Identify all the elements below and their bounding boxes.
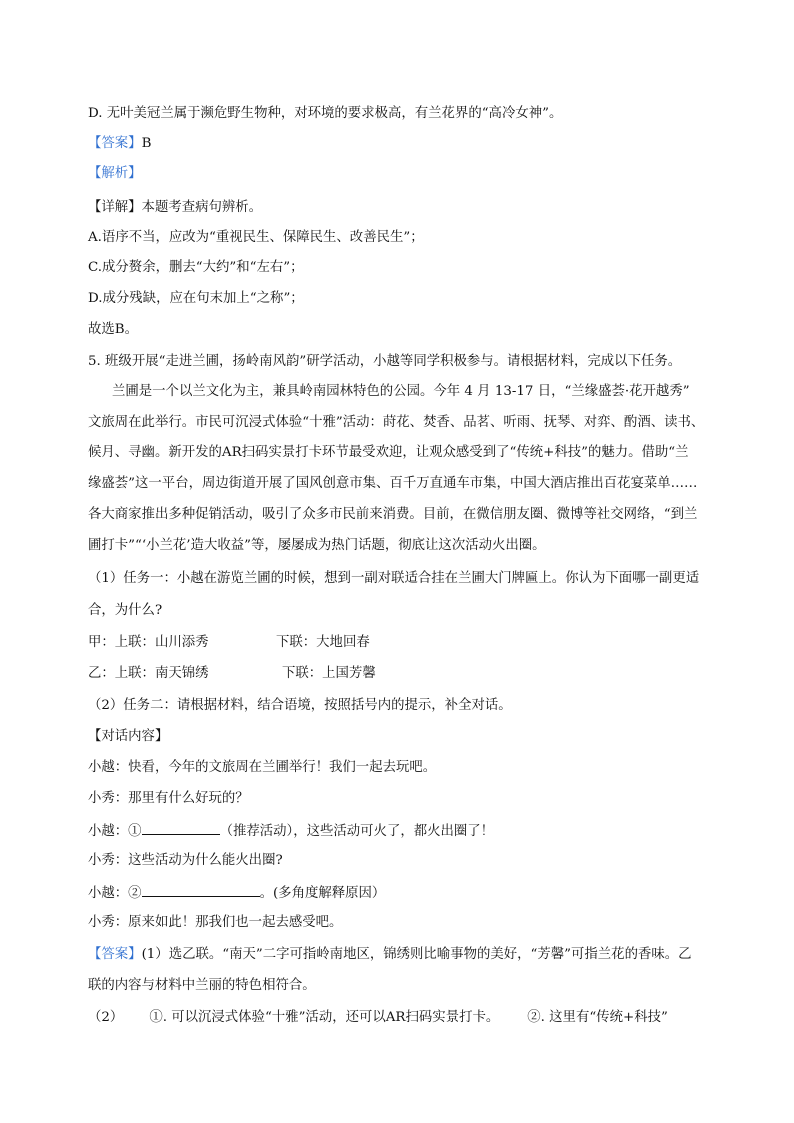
dialogue-line-2: 小秀：那里有什么好玩的？ [88, 791, 249, 806]
option-d: D. 无叶美冠兰属于濒危野生物种，对环境的要求极高，有兰花界的“高冷女神”。 [88, 106, 563, 121]
answer-2-line-2: 联的内容与材料中兰丽的特色相符合。 [88, 978, 316, 993]
choose-line: 故选B。 [88, 322, 139, 337]
blank-1[interactable] [142, 820, 220, 835]
dialogue-line-3-prefix: 小越：① [88, 824, 142, 839]
material-line-3: 候月、寻幽。新开发的AR扫码实景打卡环节最受欢迎，让观众感受到了“传统+科技”的魅力。借助“兰 [88, 445, 689, 460]
dialogue-line-1: 小越：快看，今年的文旅周在兰圃举行！我们一起去玩吧。 [88, 760, 437, 775]
material-line-1: 兰圃是一个以兰文化为主，兼具岭南园林特色的公园。今年 4 月 13-17 日，“兰缘盛荟·花开越秀” [112, 384, 690, 399]
dialogue-line-5-suffix: 。(多角度解释原因） [259, 886, 386, 901]
material-line-4: 缘盛荟”这一平台，周边街道开展了国风创意市集、百千万直通车市集，中国大酒店推出百花宴菜单…… [88, 476, 698, 491]
couplet-jia-lower: 下联：大地回春 [276, 635, 370, 650]
dialogue-line-5-prefix: 小越：② [88, 886, 142, 901]
answer-tag: 【答案】 [88, 136, 142, 151]
analysis-tag: 【解析】 [88, 166, 142, 181]
blank-2[interactable] [142, 882, 260, 897]
dialogue-line-3 [88, 820, 494, 842]
answer-2-item-2: ②. 这里有“传统+科技” [527, 1010, 668, 1025]
dialogue-title: 【对话内容】 [88, 729, 169, 744]
task-1-line-1: （1）任务一：小越在游览兰圃的时候，想到一副对联适合挂在兰圃大门牌匾上。你认为下面哪一副更适 [88, 571, 700, 586]
explain-d: D.成分残缺，应在句末加上“之称”； [88, 291, 304, 306]
answer-2-line-3 [88, 1008, 668, 1028]
material-line-2: 文旅周在此举行。市民可沉浸式体验“十雅”活动：莳花、焚香、品茗、听雨、抚琴、对弈、酌酒、读书、 [88, 415, 705, 430]
explain-a: A.语序不当，应改为“重视民生、保障民生、改善民生”； [88, 230, 424, 245]
question-5: 5. 班级开展“走进兰圃，扬岭南风韵”研学活动，小越等同学积极参与。请根据材料，完成以下任务。 [88, 354, 682, 369]
answer-2-line-1 [88, 945, 692, 965]
answer-2-part-label: （2） [88, 1010, 124, 1025]
answer-value: B [141, 136, 152, 151]
answer-line-1 [88, 134, 151, 154]
detail-line: 【详解】本题考查病句辨析。 [88, 200, 263, 215]
dialogue-line-3-suffix: （推荐活动），这些活动可火了，都火出圈了！ [219, 824, 495, 839]
dialogue-line-5 [88, 882, 385, 904]
dialogue-line-4: 小秀：这些活动为什么能火出圈? [88, 853, 283, 868]
answer-2-tag: 【答案】 [88, 947, 142, 962]
couplet-yi-lower: 下联：上国芳馨 [282, 666, 376, 681]
answer-2-item-1: ①. 可以沉浸式体验“十雅”活动，还可以AR扫码实景打卡。 [149, 1010, 500, 1025]
couplet-jia-upper: 甲：上联：山川添秀 [88, 635, 209, 650]
explain-c: C.成分赘余，删去“大约”和“左右”； [88, 260, 304, 275]
answer-2-text-1: (1）选乙联。“南天”二字可指岭南地区，锦绣则比喻事物的美好，“芳馨”可指兰花的香味。乙 [141, 947, 692, 962]
material-line-6: 圃打卡”“‘小兰花’造大收益”等，屡屡成为热门话题，彻底让这次活动火出圈。 [88, 538, 546, 553]
couplet-yi-upper: 乙：上联：南天锦绣 [88, 666, 209, 681]
task-1-line-2: 合，为什么? [88, 603, 163, 618]
dialogue-line-6: 小秀：原来如此！那我们也一起去感受吧。 [88, 915, 343, 930]
material-line-5: 各大商家推出多种促销活动，吸引了众多市民前来消费。目前，在微信朋友圈、微博等社交网络，“到兰 [88, 507, 698, 522]
task-2: （2）任务二：请根据材料，结合语境，按照括号内的提示，补全对话。 [88, 698, 512, 713]
